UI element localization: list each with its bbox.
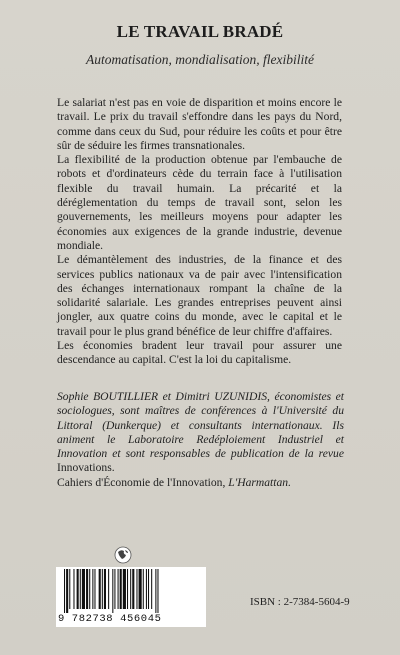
author-bio-text: Sophie BOUTILLIER et Dimitri UZUNIDIS, économistes et sociologues, sont maîtres de conférences à l'Université du Littoral (Dunkerque) et consultants internationaux. Ils animent le Laboratoire Redéploiement Industriel et Innovation et sont responsables de publication de la revue <box>57 390 344 461</box>
barcode-digits: 9 782738 456045 <box>58 613 162 625</box>
barcode <box>56 567 206 627</box>
publisher-name: L'Harmattan. <box>228 475 291 489</box>
author-bio <box>57 390 344 490</box>
book-subtitle: Automatisation, mondialisation, flexibilité <box>86 52 314 67</box>
blurb-paragraph-2: La flexibilité de la production obtenue par l'embauche de robots et d'ordinateurs cède du terrain face à l'utilisation flexible du travail humain. La précarité et la déréglementation du temps de travail sont, selon les gouvernements, les meilleurs moyens pour adapter les économies aux exigences de la grande industrie, devenue mondiale. <box>57 153 342 252</box>
blurb <box>57 96 342 368</box>
blurb-paragraph-1: Le salariat n'est pas en voie de disparition et moins encore le travail. Le prix du travail s'effondre dans les pays du Nord, comme dans ceux du Sud, pour réduire les coûts et pour être sûr de séduire les firmes transnationales. <box>57 96 342 152</box>
blurb-paragraph-4: Les économies bradent leur travail pour assurer une descendance au capital. C'est la loi du capitalisme. <box>57 339 342 367</box>
journal-name: Innovations. <box>57 461 115 475</box>
book-title: LE TRAVAIL BRADÉ <box>116 22 284 41</box>
journal-series: Cahiers d'Économie de l'Innovation, <box>57 475 229 489</box>
barcode-bars <box>62 569 200 613</box>
globe-icon <box>114 546 132 564</box>
blurb-paragraph-3: Le démantèlement des industries, de la finance et des services publics nationaux va de pair avec l'intensification des échanges internationaux rompant la chaîne de la solidarité salariale. Les grandes entreprises peuvent ainsi jongler, aux quatre coins du monde, avec le capital et le travail pour le plus grand bénéfice de leur chiffre d'affaires. <box>57 253 342 338</box>
isbn: ISBN : 2-7384-5604-9 <box>250 596 350 608</box>
